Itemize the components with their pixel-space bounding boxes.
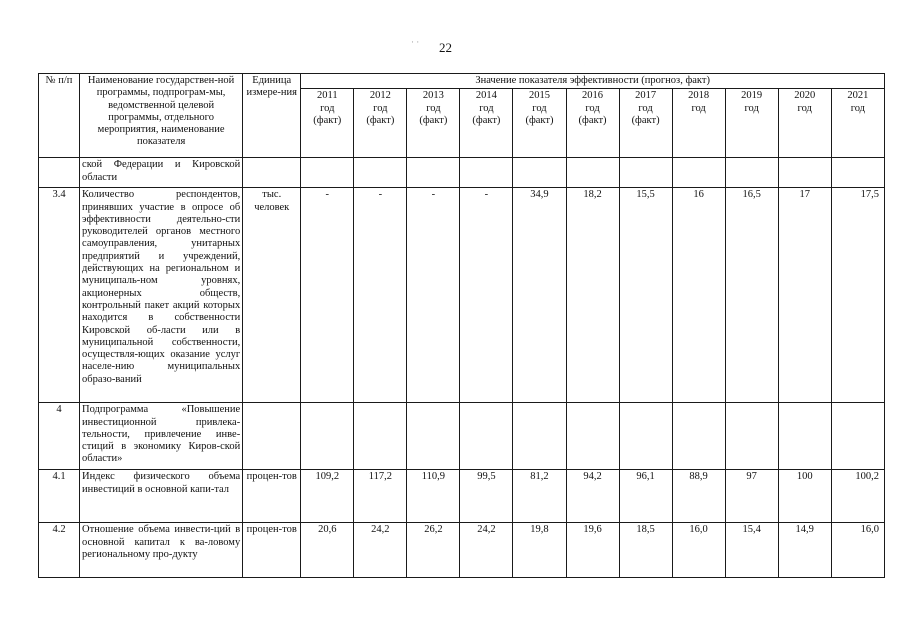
row-unit: тыс. человек bbox=[243, 188, 301, 403]
row-name: ской Федерации и Кировской области bbox=[80, 158, 243, 188]
row-value-2018: 16 bbox=[672, 188, 725, 403]
row-name: Количество респондентов, принявших участие в опросе об эффективности деятельно-сти руководителей органов местного самоуправления, унитарных предприятий и учреждений, действующих на региональном и муниципаль-ном уровнях, акционерных обществ, контрольный пакет акций которых находится в собственности Кировской об-ласти или в муниципальной собственности, осуществля-ющих оказание услуг населе-нию муниципальных образо-ваний bbox=[80, 188, 243, 403]
row-value-2016: 19,6 bbox=[566, 523, 619, 578]
row-value-2019: 16,5 bbox=[725, 188, 778, 403]
row-value-2014: 99,5 bbox=[460, 470, 513, 523]
row-unit bbox=[243, 403, 301, 470]
row-value-2017 bbox=[619, 403, 672, 470]
header-year-l1: год bbox=[744, 102, 759, 114]
row-value-2015 bbox=[513, 403, 566, 470]
row-value-2020 bbox=[778, 403, 831, 470]
row-value-2013 bbox=[407, 403, 460, 470]
row-value-2012 bbox=[354, 158, 407, 188]
header-year-2020 bbox=[778, 89, 831, 158]
row-value-2013: 110,9 bbox=[407, 470, 460, 523]
row-value-2011 bbox=[301, 158, 354, 188]
row-value-2012: 24,2 bbox=[354, 523, 407, 578]
row-value-2020: 17 bbox=[778, 188, 831, 403]
table-row bbox=[39, 470, 885, 523]
header-year-l1: год bbox=[638, 102, 653, 114]
row-value-2011: 109,2 bbox=[301, 470, 354, 523]
header-year-2018 bbox=[672, 89, 725, 158]
header-year-l2: (факт) bbox=[419, 114, 448, 126]
table-row bbox=[39, 403, 885, 470]
header-year-year: 2017 bbox=[635, 90, 657, 102]
row-num bbox=[39, 158, 80, 188]
header-year-year: 2014 bbox=[475, 90, 497, 102]
header-year-year: 2020 bbox=[794, 90, 816, 102]
row-value-2021: 100,2 bbox=[831, 470, 884, 523]
header-year-l1: год bbox=[479, 102, 494, 114]
row-unit bbox=[243, 158, 301, 188]
header-year-l2: (факт) bbox=[631, 114, 660, 126]
header-year-l2: (факт) bbox=[578, 114, 607, 126]
header-year-year: 2019 bbox=[741, 90, 763, 102]
row-unit: процен-тов bbox=[243, 523, 301, 578]
row-value-2015: 81,2 bbox=[513, 470, 566, 523]
header-year-l2: (факт) bbox=[366, 114, 395, 126]
row-value-2018 bbox=[672, 403, 725, 470]
row-value-2017: 15,5 bbox=[619, 188, 672, 403]
header-year-year: 2013 bbox=[422, 90, 444, 102]
row-value-2013 bbox=[407, 158, 460, 188]
row-value-2019: 15,4 bbox=[725, 523, 778, 578]
header-row-1 bbox=[39, 74, 885, 89]
row-value-2020: 14,9 bbox=[778, 523, 831, 578]
header-group: Значение показателя эффективности (прогноз, факт) bbox=[301, 74, 885, 89]
row-value-2013: - bbox=[407, 188, 460, 403]
header-year-2011 bbox=[301, 89, 354, 158]
header-year-l2: (факт) bbox=[313, 114, 342, 126]
header-num: № п/п bbox=[39, 74, 80, 158]
row-value-2021 bbox=[831, 158, 884, 188]
row-value-2016 bbox=[566, 403, 619, 470]
header-year-l1: год bbox=[320, 102, 335, 114]
row-value-2014 bbox=[460, 403, 513, 470]
scan-artifact: · · bbox=[411, 37, 420, 47]
header-unit: Единица измере-ния bbox=[243, 74, 301, 158]
header-year-year: 2018 bbox=[688, 90, 710, 102]
row-value-2012 bbox=[354, 403, 407, 470]
header-year-year: 2012 bbox=[369, 90, 391, 102]
row-num: 3.4 bbox=[39, 188, 80, 403]
row-value-2019: 97 bbox=[725, 470, 778, 523]
header-year-2021 bbox=[831, 89, 884, 158]
header-year-l1: год bbox=[373, 102, 388, 114]
header-year-2013 bbox=[407, 89, 460, 158]
header-year-year: 2011 bbox=[316, 90, 338, 102]
header-year-l2: (факт) bbox=[525, 114, 554, 126]
header-name: Наименование государствен-ной программы, подпрограм-мы, ведомственной целевой программы, отдельного мероприятия, наименование показателя bbox=[80, 74, 243, 158]
header-year-l1: год bbox=[850, 102, 866, 114]
row-value-2014: - bbox=[460, 188, 513, 403]
row-value-2011 bbox=[301, 403, 354, 470]
row-name: Подпрограмма «Повышение инвестиционной привлека-тельности, привлечение инве-стиций в экономику Киров-ской области» bbox=[80, 403, 243, 470]
row-value-2018: 16,0 bbox=[672, 523, 725, 578]
row-value-2021: 16,0 bbox=[831, 523, 884, 578]
row-num: 4.2 bbox=[39, 523, 80, 578]
row-value-2015: 19,8 bbox=[513, 523, 566, 578]
table-row bbox=[39, 523, 885, 578]
header-year-l1: год bbox=[585, 102, 600, 114]
row-value-2019 bbox=[725, 403, 778, 470]
row-value-2016 bbox=[566, 158, 619, 188]
row-value-2020: 100 bbox=[778, 470, 831, 523]
table-row bbox=[39, 158, 885, 188]
header-year-2016 bbox=[566, 89, 619, 158]
header-year-year: 2016 bbox=[582, 90, 604, 102]
table-row bbox=[39, 188, 885, 403]
row-value-2017: 18,5 bbox=[619, 523, 672, 578]
row-value-2011: - bbox=[301, 188, 354, 403]
row-name: Отношение объема инвести-ций в основной капитал к ва-ловому региональному про-дукту bbox=[80, 523, 243, 578]
row-unit: процен-тов bbox=[243, 470, 301, 523]
header-year-2015 bbox=[513, 89, 566, 158]
row-value-2021: 17,5 bbox=[831, 188, 884, 403]
header-year-l1: год bbox=[797, 102, 812, 114]
row-name: Индекс физического объема инвестиций в основной капи-тал bbox=[80, 470, 243, 523]
header-year-year: 2015 bbox=[528, 90, 550, 102]
row-value-2014 bbox=[460, 158, 513, 188]
header-year-l2: (факт) bbox=[472, 114, 501, 126]
row-value-2016: 18,2 bbox=[566, 188, 619, 403]
header-year-2012 bbox=[354, 89, 407, 158]
page-number: 22 bbox=[439, 40, 452, 55]
row-value-2015: 34,9 bbox=[513, 188, 566, 403]
row-value-2012: - bbox=[354, 188, 407, 403]
row-value-2021 bbox=[831, 403, 884, 470]
indicator-table bbox=[38, 73, 885, 578]
row-value-2018: 88,9 bbox=[672, 470, 725, 523]
row-num: 4.1 bbox=[39, 470, 80, 523]
header-year-2017 bbox=[619, 89, 672, 158]
row-value-2017 bbox=[619, 158, 672, 188]
row-num: 4 bbox=[39, 403, 80, 470]
header-year-l1: год bbox=[532, 102, 547, 114]
header-year-l1: год bbox=[426, 102, 441, 114]
row-value-2016: 94,2 bbox=[566, 470, 619, 523]
row-value-2014: 24,2 bbox=[460, 523, 513, 578]
row-value-2017: 96,1 bbox=[619, 470, 672, 523]
header-year-2019 bbox=[725, 89, 778, 158]
row-value-2013: 26,2 bbox=[407, 523, 460, 578]
row-value-2018 bbox=[672, 158, 725, 188]
row-value-2019 bbox=[725, 158, 778, 188]
header-year-year: 2021 bbox=[847, 90, 869, 102]
header-year-2014 bbox=[460, 89, 513, 158]
row-value-2015 bbox=[513, 158, 566, 188]
row-value-2020 bbox=[778, 158, 831, 188]
row-value-2012: 117,2 bbox=[354, 470, 407, 523]
row-value-2011: 20,6 bbox=[301, 523, 354, 578]
header-year-l1: год bbox=[691, 102, 706, 114]
